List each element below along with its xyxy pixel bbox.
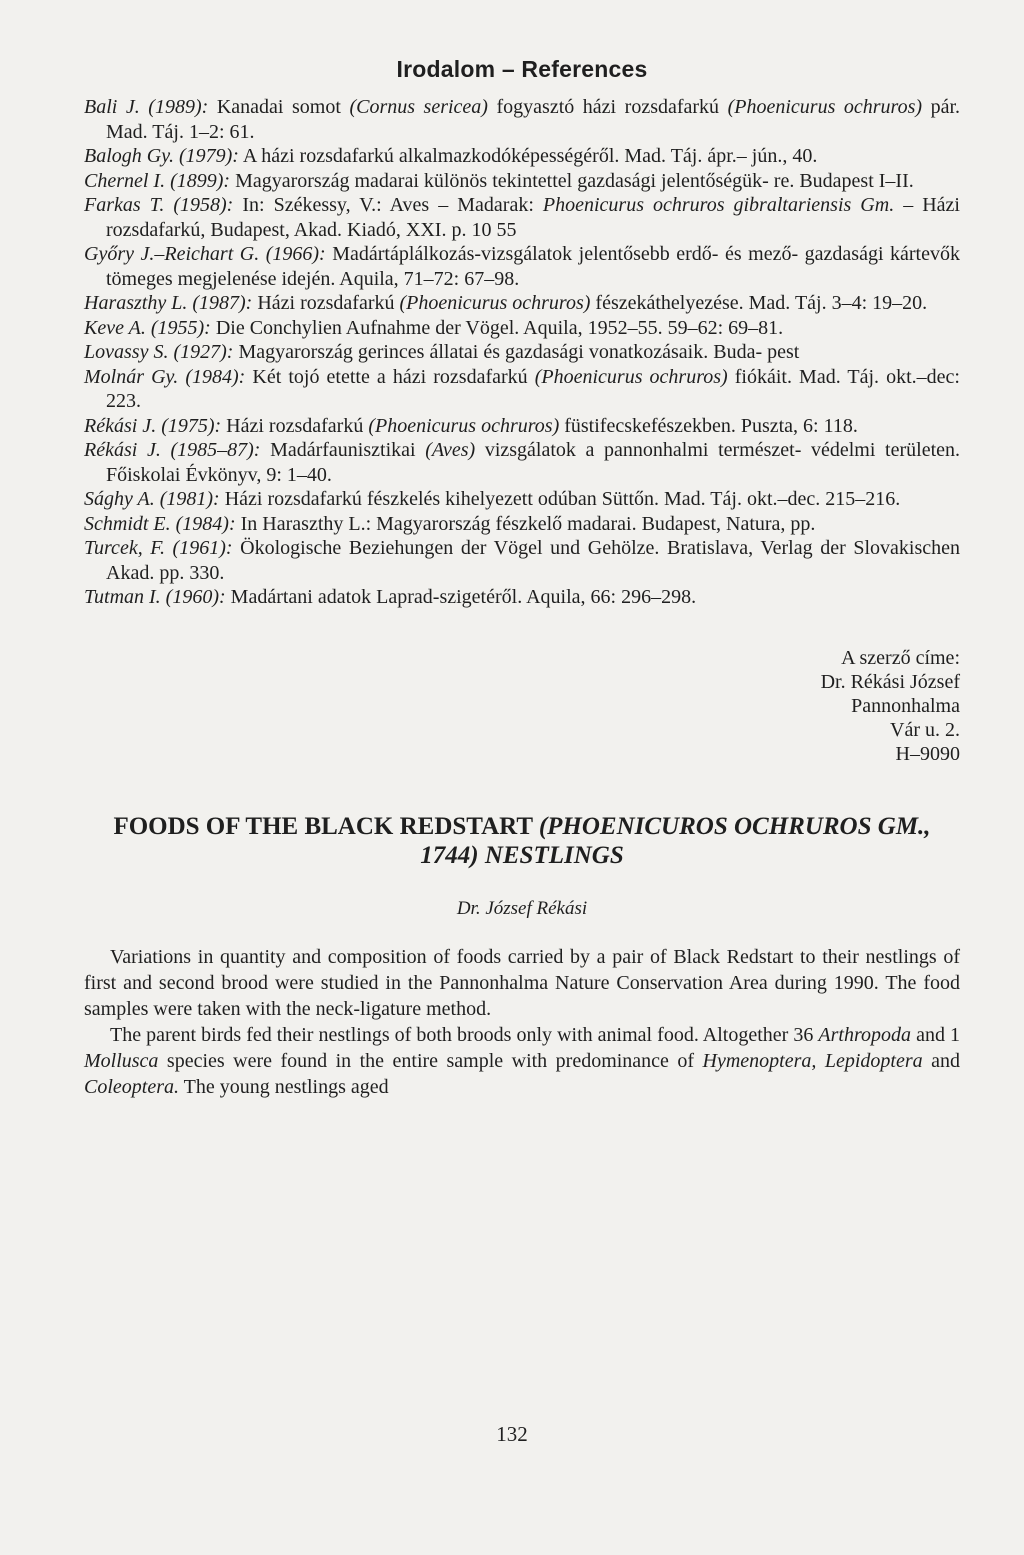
reference-entry — [84, 340, 960, 365]
reference-entry — [84, 487, 960, 512]
reference-text-segment: Házi rozsdafarkú fészkelés kihelyezett odúban Süttőn. Mad. Táj. okt.–dec. 215–216. — [219, 488, 901, 510]
abstract-text-segment: and — [922, 1049, 960, 1072]
abstract-paragraph — [84, 1022, 960, 1100]
author-address — [84, 646, 960, 766]
reference-author: Chernel I. (1899): — [84, 169, 231, 192]
reference-text-segment: A házi rozsdafarkú alkalmazkodóképességéről. Mad. Táj. ápr.– jún., 40. — [238, 145, 818, 167]
reference-text-segment: Házi rozsdafarkú — [221, 414, 369, 437]
reference-author: Haraszthy L. (1987): — [84, 292, 253, 314]
article-title-italic: (PHOENICUROS OCHRUROS GM., 1744) NESTLINGS — [420, 812, 931, 869]
reference-author: Tutman I. (1960): — [84, 586, 226, 608]
reference-author: Turcek, F. (1961): — [84, 537, 233, 559]
reference-text-segment: Madártáplálkozás-vizsgálatok jelentősebb erdő- és mező- gazdasági kártevők tömeges megjelenése idején. Aquila, 71–72: 67–98. — [106, 243, 960, 290]
reference-text-segment: – Házi rozsdafarkú, Budapest, Akad. Kiadó, XXI. p. 10 55 — [106, 194, 960, 241]
reference-text-segment: fészekáthelyezése. Mad. Táj. 3–4: 19–20. — [590, 292, 928, 314]
reference-entry — [84, 193, 960, 242]
reference-text-segment: Die Conchylien Aufnahme der Vögel. Aquila, 1952–55. 59–62: 69–81. — [210, 316, 784, 339]
reference-text-segment: (Phoenicurus ochruros) — [368, 414, 560, 437]
address-line: Dr. Rékási József — [820, 670, 960, 693]
reference-text-segment: Ökologische Beziehungen der Vögel und Gehölze. Bratislava, Verlag der Slovakischen Akad. pp. 330. — [106, 537, 960, 584]
reference-text-segment: In: Székessy, V.: Aves – Madarak: — [233, 194, 543, 216]
reference-text-segment: In Haraszthy L.: Magyarország fészkelő madarai. Budapest, Natura, pp. — [235, 512, 816, 535]
reference-entry — [84, 585, 960, 610]
reference-text-segment: (Phoenicurus ochruros) — [399, 292, 591, 314]
reference-author: Farkas T. (1958): — [84, 194, 234, 216]
article-abstract — [84, 944, 960, 1100]
reference-text-segment: Phoenicurus ochruros gibraltariensis Gm. — [542, 194, 895, 216]
reference-entry — [84, 365, 960, 414]
abstract-text-segment: Arthropoda — [818, 1023, 912, 1046]
reference-author: Schmidt E. (1984): — [84, 512, 236, 535]
abstract-text-segment: Mollusca — [84, 1049, 159, 1072]
address-line: H–9090 — [895, 742, 960, 765]
reference-entry — [84, 242, 960, 291]
article-title-plain: FOODS OF THE BLACK REDSTART — [113, 812, 539, 840]
address-line: Pannonhalma — [851, 694, 960, 717]
reference-text-segment: Kanadai somot — [208, 96, 350, 118]
abstract-text-segment: Hymenoptera, Lepidoptera — [702, 1049, 923, 1072]
address-line: A szerző címe: — [841, 646, 960, 669]
page-number: 132 — [496, 1422, 528, 1446]
reference-author: Bali J. (1989): — [84, 96, 209, 118]
reference-text-segment: vizsgálatok a pannonhalmi természet- védelmi területen. Főiskolai Évkönyv, 9: 1–40. — [106, 439, 961, 486]
reference-entry — [84, 512, 960, 537]
abstract-text-segment: and 1 — [911, 1023, 960, 1046]
abstract-text-segment: Variations in quantity and composition of foods carried by a pair of Black Redstart to their nestlings of first and second brood were studied in the Pannonhalma Nature Conservation Area during 1990. The food samples were taken with the neck-ligature method. — [84, 945, 960, 1020]
reference-text-segment: füstifecskefészekben. Puszta, 6: 118. — [559, 414, 858, 437]
reference-entry — [84, 291, 960, 316]
abstract-text-segment: The parent birds fed their nestlings of both broods only with animal food. Altogether 36 — [110, 1023, 819, 1046]
reference-text-segment: (Phoenicurus ochruros) — [727, 96, 923, 118]
reference-text-segment: fogyasztó házi rozsdafarkú — [487, 96, 728, 118]
reference-author: Rékási J. (1985–87): — [84, 439, 261, 461]
reference-entry — [84, 438, 960, 487]
page-content — [84, 56, 960, 1100]
article-title — [84, 812, 960, 870]
reference-text-segment: (Cornus sericea) — [349, 96, 488, 118]
references-heading: Irodalom – References — [396, 56, 648, 82]
reference-author: Keve A. (1955): — [84, 316, 211, 339]
reference-author: Sághy A. (1981): — [84, 488, 220, 510]
address-line: Vár u. 2. — [890, 718, 960, 741]
reference-author: Molnár Gy. (1984): — [84, 365, 246, 388]
reference-author: Rékási J. (1975): — [84, 414, 222, 437]
reference-text-segment: (Aves) — [425, 439, 476, 461]
reference-entry — [84, 414, 960, 439]
abstract-text-segment: The young nestlings aged — [179, 1075, 389, 1098]
reference-text-segment: Magyarország madarai különös tekintettel gazdasági jelentőségük- re. Budapest I–II. — [230, 169, 914, 192]
reference-author: Balogh Gy. (1979): — [84, 145, 239, 167]
reference-text-segment: Két tojó etette a házi rozsdafarkú — [245, 365, 535, 388]
abstract-text-segment: Coleoptera. — [84, 1075, 179, 1098]
reference-entry — [84, 536, 960, 585]
reference-text-segment: (Phoenicurus ochruros) — [534, 365, 728, 388]
reference-entry — [84, 95, 960, 144]
reference-text-segment: Magyarország gerinces állatai és gazdasági vonatkozásaik. Buda- pest — [233, 341, 800, 363]
reference-author: Győry J.–Reichart G. (1966): — [84, 243, 326, 265]
abstract-text-segment: species were found in the entire sample with predominance of — [158, 1049, 703, 1072]
article-author: Dr. József Rékási — [456, 897, 588, 919]
reference-author: Lovassy S. (1927): — [84, 341, 234, 363]
reference-list — [84, 95, 960, 610]
reference-text-segment: Madárfaunisztikai — [260, 439, 426, 461]
reference-text-segment: pár. Mad. Táj. 1–2: 61. — [106, 96, 961, 143]
reference-entry — [84, 144, 960, 169]
abstract-paragraph — [84, 944, 960, 1022]
reference-entry — [84, 316, 960, 341]
reference-text-segment: Házi rozsdafarkú — [252, 292, 400, 314]
reference-entry — [84, 169, 960, 194]
reference-text-segment: Madártani adatok Laprad-szigetéről. Aquila, 66: 296–298. — [225, 586, 697, 608]
reference-text-segment: fiókáit. Mad. Táj. okt.–dec: 223. — [106, 365, 960, 412]
